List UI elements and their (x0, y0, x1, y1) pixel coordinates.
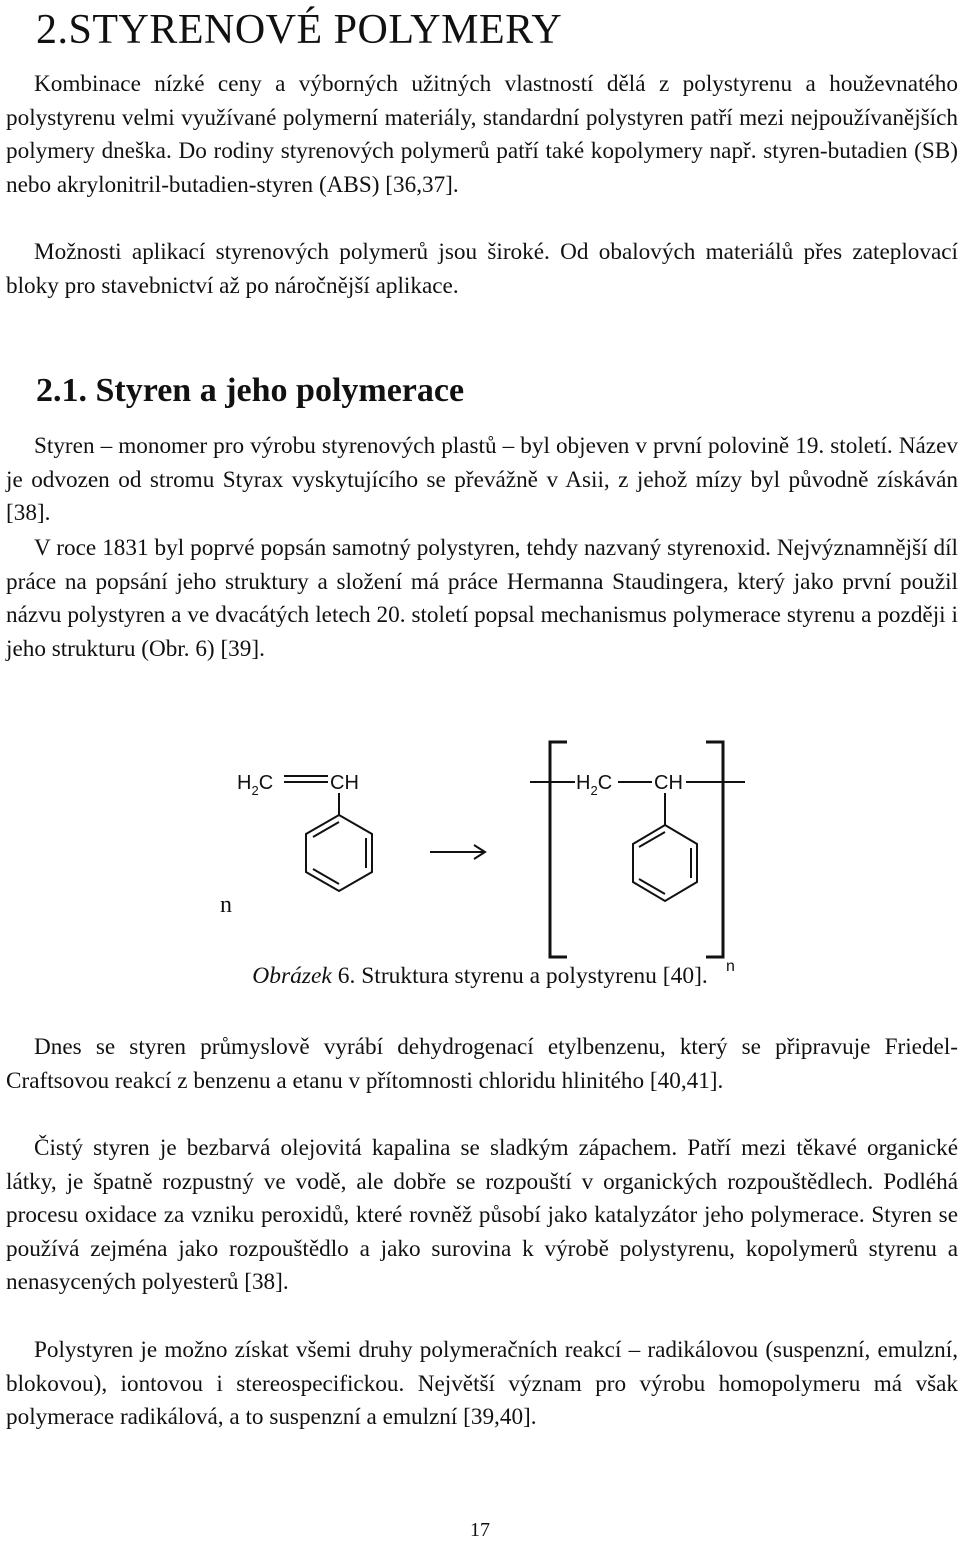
monomer-ch-label: CH (330, 772, 359, 794)
monomer-ring-inner-bond-2 (313, 869, 339, 884)
figure-caption (0, 963, 960, 990)
polymer-subscript-n: n (726, 958, 735, 975)
polymer-ring-inner-bond-3 (639, 832, 665, 847)
monomer-ring-inner-bond-3 (313, 822, 339, 837)
body-paragraph-3: Polystyren je možno získat všemi druhy polymeračních reakcí – radikálovou (suspenzní, emulzní, blokovou), iontovou i stereospecifickou. Největší význam pro výrobu homopolymeru má však polymerace radikálová, a to suspenzní a emulzní [39,40]. (6, 1337, 958, 1430)
chapter-heading: 2.STYRENOVÉ POLYMERY (36, 7, 563, 53)
caption-label: Obrázek (252, 963, 332, 989)
left-bracket (550, 742, 567, 957)
intro-paragraph-2: Možnosti aplikací styrenových polymerů jsou široké. Od obalových materiálů přes zateplovací bloky pro stavebnictví až po náročnější aplikace. (6, 239, 958, 299)
body-paragraph-2: Čistý styren je bezbarvá olejovitá kapalina se sladkým zápachem. Patří mezi těkavé organické látky, je špatně rozpustný ve vodě, ale dobře se rozpouští v organických rozpouštědlech. Podléhá procesu oxidace za vzniku peroxidů, které rovněž působí jako katalyzátor jeho polymerace. Styren se používá zejména jako rozpouštědlo a jako surovina k výrobě polystyrenu, kopolymerů styrenu a nenasycených polyesterů [38]. (6, 1135, 958, 1295)
section-paragraph-1: Styren – monomer pro výrobu styrenových plastů – byl objeven v první polovině 19. století. Název je odvozen od stromu Styrax vyskytujícího se převážně v Asii, z jehož mízy byl původně získáván [38]. (6, 433, 958, 526)
section-heading: 2.1. Styren a jeho polymerace (36, 372, 465, 409)
section-paragraph-2: V roce 1831 byl poprvé popsán samotný polystyren, tehdy nazvaný styrenoxid. Nejvýznamnější díl práce na popsání jeho struktury a složení má práce Hermanna Staudingera, který jako první použil názvu polystyren a ve dvacátých letech 20. století popsal mechanismus polymerace styrenu a později i jeho strukturu (Obr. 6) [39]. (6, 535, 958, 662)
monomer-ch2-label: $H_2C$ (237, 772, 274, 798)
right-bracket (706, 742, 723, 957)
stoichiometric-coefficient-n: n (220, 892, 232, 918)
polymer-ch2-label: $H_2C$ (576, 772, 613, 798)
page-number: 17 (470, 1519, 490, 1541)
monomer-benzene-ring (306, 815, 372, 891)
body-paragraph-1: Dnes se styren průmyslově vyrábí dehydrogenací etylbenzenu, který se připravuje Friedel-Craftsovou reakcí z benzenu a etanu v přítomnosti chloridu hlinitého [40,41]. (6, 1034, 958, 1094)
polymer-ring-inner-bond-2 (639, 879, 665, 894)
intro-paragraph-1: Kombinace nízké ceny a výborných užitných vlastností dělá z polystyrenu a houževnatého polystyrenu velmi využívané polymerní materiály, standardní polystyren patří mezi nejpoužívanějších polymery dneška. Do rodiny styrenových polymerů patří také kopolymery např. styren-butadien (SB) nebo akrylonitril-butadien-styren (ABS) [36,37]. (6, 71, 958, 198)
polymer-ch-label: CH (654, 772, 683, 794)
caption-text: 6. Struktura styrenu a polystyrenu [40]. (331, 963, 708, 989)
polymer-benzene-ring (633, 825, 697, 901)
